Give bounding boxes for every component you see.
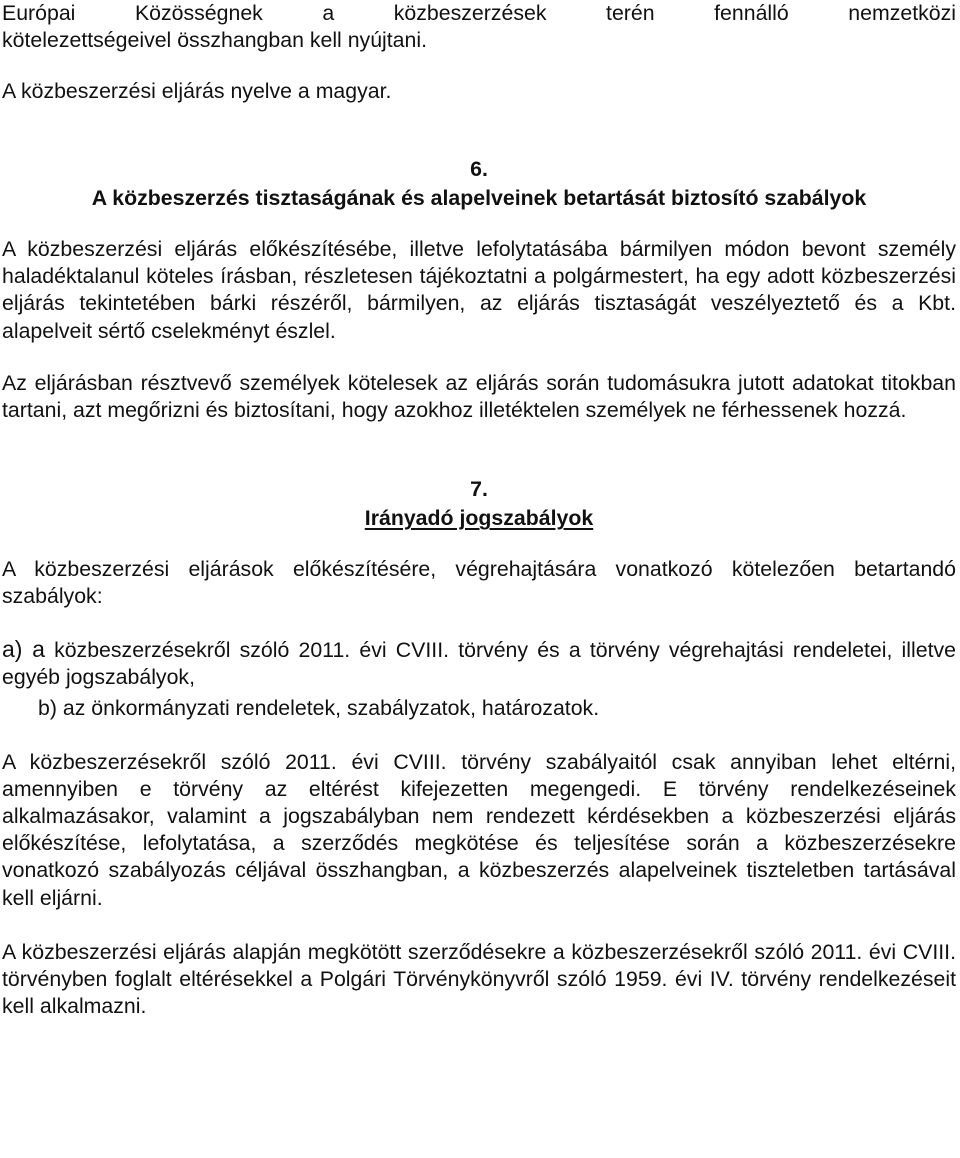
section-6-title: A közbeszerzés tisztaságának és alapelveinek betartását biztosító szabályok	[91, 185, 867, 210]
section-7-title: Irányadó jogszabályok	[364, 506, 594, 531]
list-item-a	[2, 636, 956, 691]
section-7-number: 7.	[470, 477, 488, 502]
intro-line-2: kötelezettségeivel összhangban kell nyújtani.	[2, 28, 428, 53]
section-7-intro: A közbeszerzési eljárások előkészítésére, végrehajtására vonatkozó kötelezően betartandó szabályok:	[2, 556, 956, 608]
section-6-paragraph-1: A közbeszerzési eljárás előkészítésébe, illetve lefolytatásába bármilyen módon bevont személy haladéktalanul köteles írásban, részletesen tájékoztatni a polgármestert, ha egy adott közbeszerzési eljárás tekintetében bárki részéről, bármilyen, az eljárás tisztaságát veszélyeztető és a Kbt. alapelveit sértő cselekményt észlel.	[2, 237, 956, 343]
section-7-paragraph-2: A közbeszerzési eljárás alapján megkötött szerződésekre a közbeszerzésekről szóló 2011. évi CVIII. törvényben foglalt eltérésekkel a Polgári Törvénykönyvről szóló 1959. évi IV. törvény rendelkezéseit kell alkalmazni.	[2, 939, 956, 1019]
document-page	[2, 0, 956, 1020]
section-7-paragraph-1: A közbeszerzésekről szóló 2011. évi CVIII. törvény szabályaitól csak annyiban lehet eltérni, amennyiben e törvény az eltérést kifejezetten megengedi. E törvény rendelkezéseinek alkalmazásakor, valamint a jogszabályban nem rendezett kérdésekben a közbeszerzési eljárás előkészítése, lefolytatása, a szerződés megkötése és teljesítése során a közbeszerzésekre vonatkozó szabályozás céljával összhangban, a közbeszerzés alapelveinek tiszteletben tartásával kell eljárni.	[2, 749, 956, 910]
intro-line-1: Európai Közösségnek a közbeszerzések terén fennálló nemzetközi	[2, 1, 956, 25]
list-item-a-text: közbeszerzésekről szóló 2011. évi CVIII. törvény és a törvény végrehajtási rendeletei, illetve egyéb jogszabályok,	[2, 638, 956, 690]
language-statement: A közbeszerzési eljárás nyelve a magyar.	[2, 79, 392, 104]
section-6-number: 6.	[470, 156, 488, 181]
list-item-b: b) az önkormányzati rendeletek, szabályzatok, határozatok.	[38, 696, 600, 721]
list-item-a-label: a) a	[2, 636, 45, 663]
section-6-paragraph-2: Az eljárásban résztvevő személyek kötelesek az eljárás során tudomásukra jutott adatokat titokban tartani, azt megőrizni és biztosítani, hogy azokhoz illetéktelen személyek ne férhessenek hozzá.	[2, 370, 956, 423]
